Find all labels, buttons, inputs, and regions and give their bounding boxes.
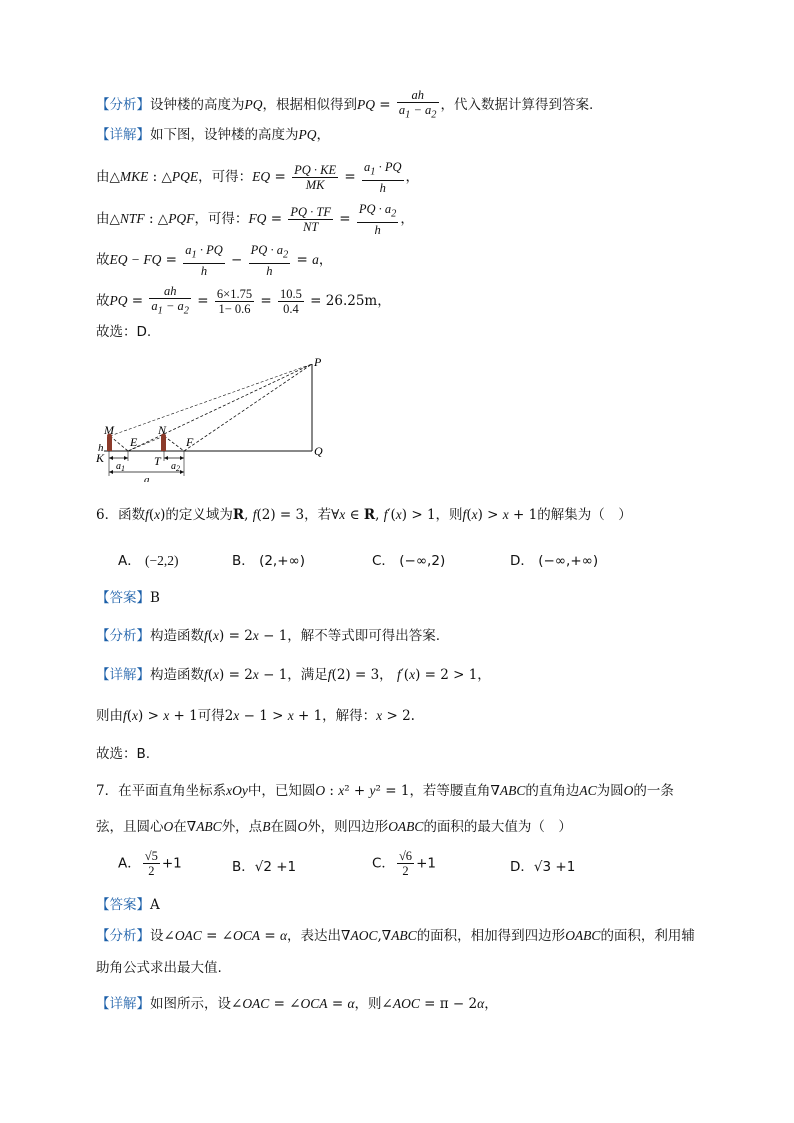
q6-analysis: 【分析】构造函数f(x) = 2x − 1，解不等式即可得出答案. — [96, 628, 441, 644]
q6-choice: 故选：B. — [96, 746, 151, 762]
q7-option-b[interactable]: B．√2 +1 — [232, 859, 297, 875]
q6-option-b[interactable]: B． (2,+∞) — [232, 553, 306, 569]
q7-answer: 【答案】A — [96, 897, 160, 913]
q7-detail: 【详解】如图所示，设∠OAC = ∠OCA = α，则∠AOC = π − 2α， — [96, 996, 498, 1012]
label-E: E — [130, 435, 138, 449]
label-a2: $a_2$ — [171, 461, 180, 473]
q7-option-c[interactable]: C． $\frac{√6}{2}$ +1 — [372, 849, 436, 878]
bell-tower-diagram — [92, 352, 332, 482]
label-N: N — [158, 423, 167, 437]
q6-answer: 【答案】B — [96, 590, 160, 606]
q5-similar-1: 由△MKE : △PQE，可得：EQ = $\frac{PQ \cdot KE}{MK}$ = $\frac{a_1 \cdot PQ}{h}$ ， — [96, 160, 419, 195]
detail-tag: 详解 — [109, 127, 137, 143]
q5-choice: 故选：D. — [96, 324, 152, 340]
q6-option-d[interactable]: D． (−∞,+∞) — [510, 553, 599, 569]
label-F: F — [186, 435, 194, 449]
q7-option-a[interactable]: A． $\frac{√5}{2}$ +1 — [118, 849, 182, 878]
label-P: P — [314, 355, 322, 369]
q6-solve: 则由f(x) > x + 1可得2x − 1 > x + 1，解得：x > 2. — [96, 708, 415, 724]
q5-difference: 故EQ − FQ = $\frac{a_1 \cdot PQ}{h}$ − $\frac{PQ \cdot a_2}{h}$ = a， — [96, 243, 333, 278]
q7-stem-line1: 7．在平面直角坐标系xOy中，已知圆O : x² + y² = 1，若等腰直角∇ABC的直角边AC为圆O的一条 — [96, 783, 674, 799]
q7-analysis-line2: 助角公式求出最大值. — [96, 960, 222, 976]
q6-detail: 【详解】构造函数f(x) = 2x − 1，满足f(2) = 3， f′(x) = 2 > 1， — [96, 667, 491, 683]
label-Q: Q — [314, 444, 323, 458]
label-h: h — [98, 442, 104, 454]
q7-answer-value: A — [150, 897, 160, 913]
q5-detail: 【详解】如下图，设钟楼的高度为PQ， — [96, 127, 330, 143]
label-a: a — [144, 474, 150, 482]
q5-similar-2: 由△NTF : △PQF，可得：FQ = $\frac{PQ \cdot TF}{NT}$ = $\frac{PQ \cdot a_2}{h}$ ， — [96, 202, 414, 237]
q7-analysis-line1: 【分析】设∠OAC = ∠OCA = α，表达出∇AOC,∇ABC的面积，相加得到四边形OABC的面积，利用辅 — [96, 928, 695, 944]
q6-option-c[interactable]: C． (−∞,2) — [372, 553, 446, 569]
q6-answer-value: B — [150, 590, 160, 606]
q7-option-d[interactable]: D．√3 +1 — [510, 859, 576, 875]
q5-analysis: 【分析】设钟楼的高度为PQ，根据相似得到PQ = $\frac{ah}{a_1 - a_2}$ ，代入数据计算得到答案. — [96, 88, 594, 121]
q6-option-a[interactable]: A． (−2,2) — [118, 553, 179, 569]
q7-stem-line2: 弦，且圆心O在∇ABC外，点B在圆O外，则四边形OABC的面积的最大值为（ ） — [96, 819, 572, 835]
q6-stem: 6．函数f(x)的定义域为R, f(2) = 3，若∀x ∈ R, f′(x) > 1，则f(x) > x + 1的解集为（ ） — [96, 507, 632, 523]
q5-pq-result: 故PQ = $\frac{ah}{a_1 - a_2}$ = $\frac{6\times 1.75}{1- 0.6}$ = $\frac{10.5}{0.4}$ = 26.25m， — [96, 284, 391, 317]
fraction-ah: $\frac{ah}{a_1 - a_2}$ — [398, 88, 437, 121]
label-K: K — [96, 451, 105, 465]
label-M: M — [104, 423, 114, 437]
label-a1: $a_1$ — [116, 461, 125, 473]
label-T: T — [154, 454, 161, 468]
analysis-tag: 分析 — [109, 96, 137, 113]
